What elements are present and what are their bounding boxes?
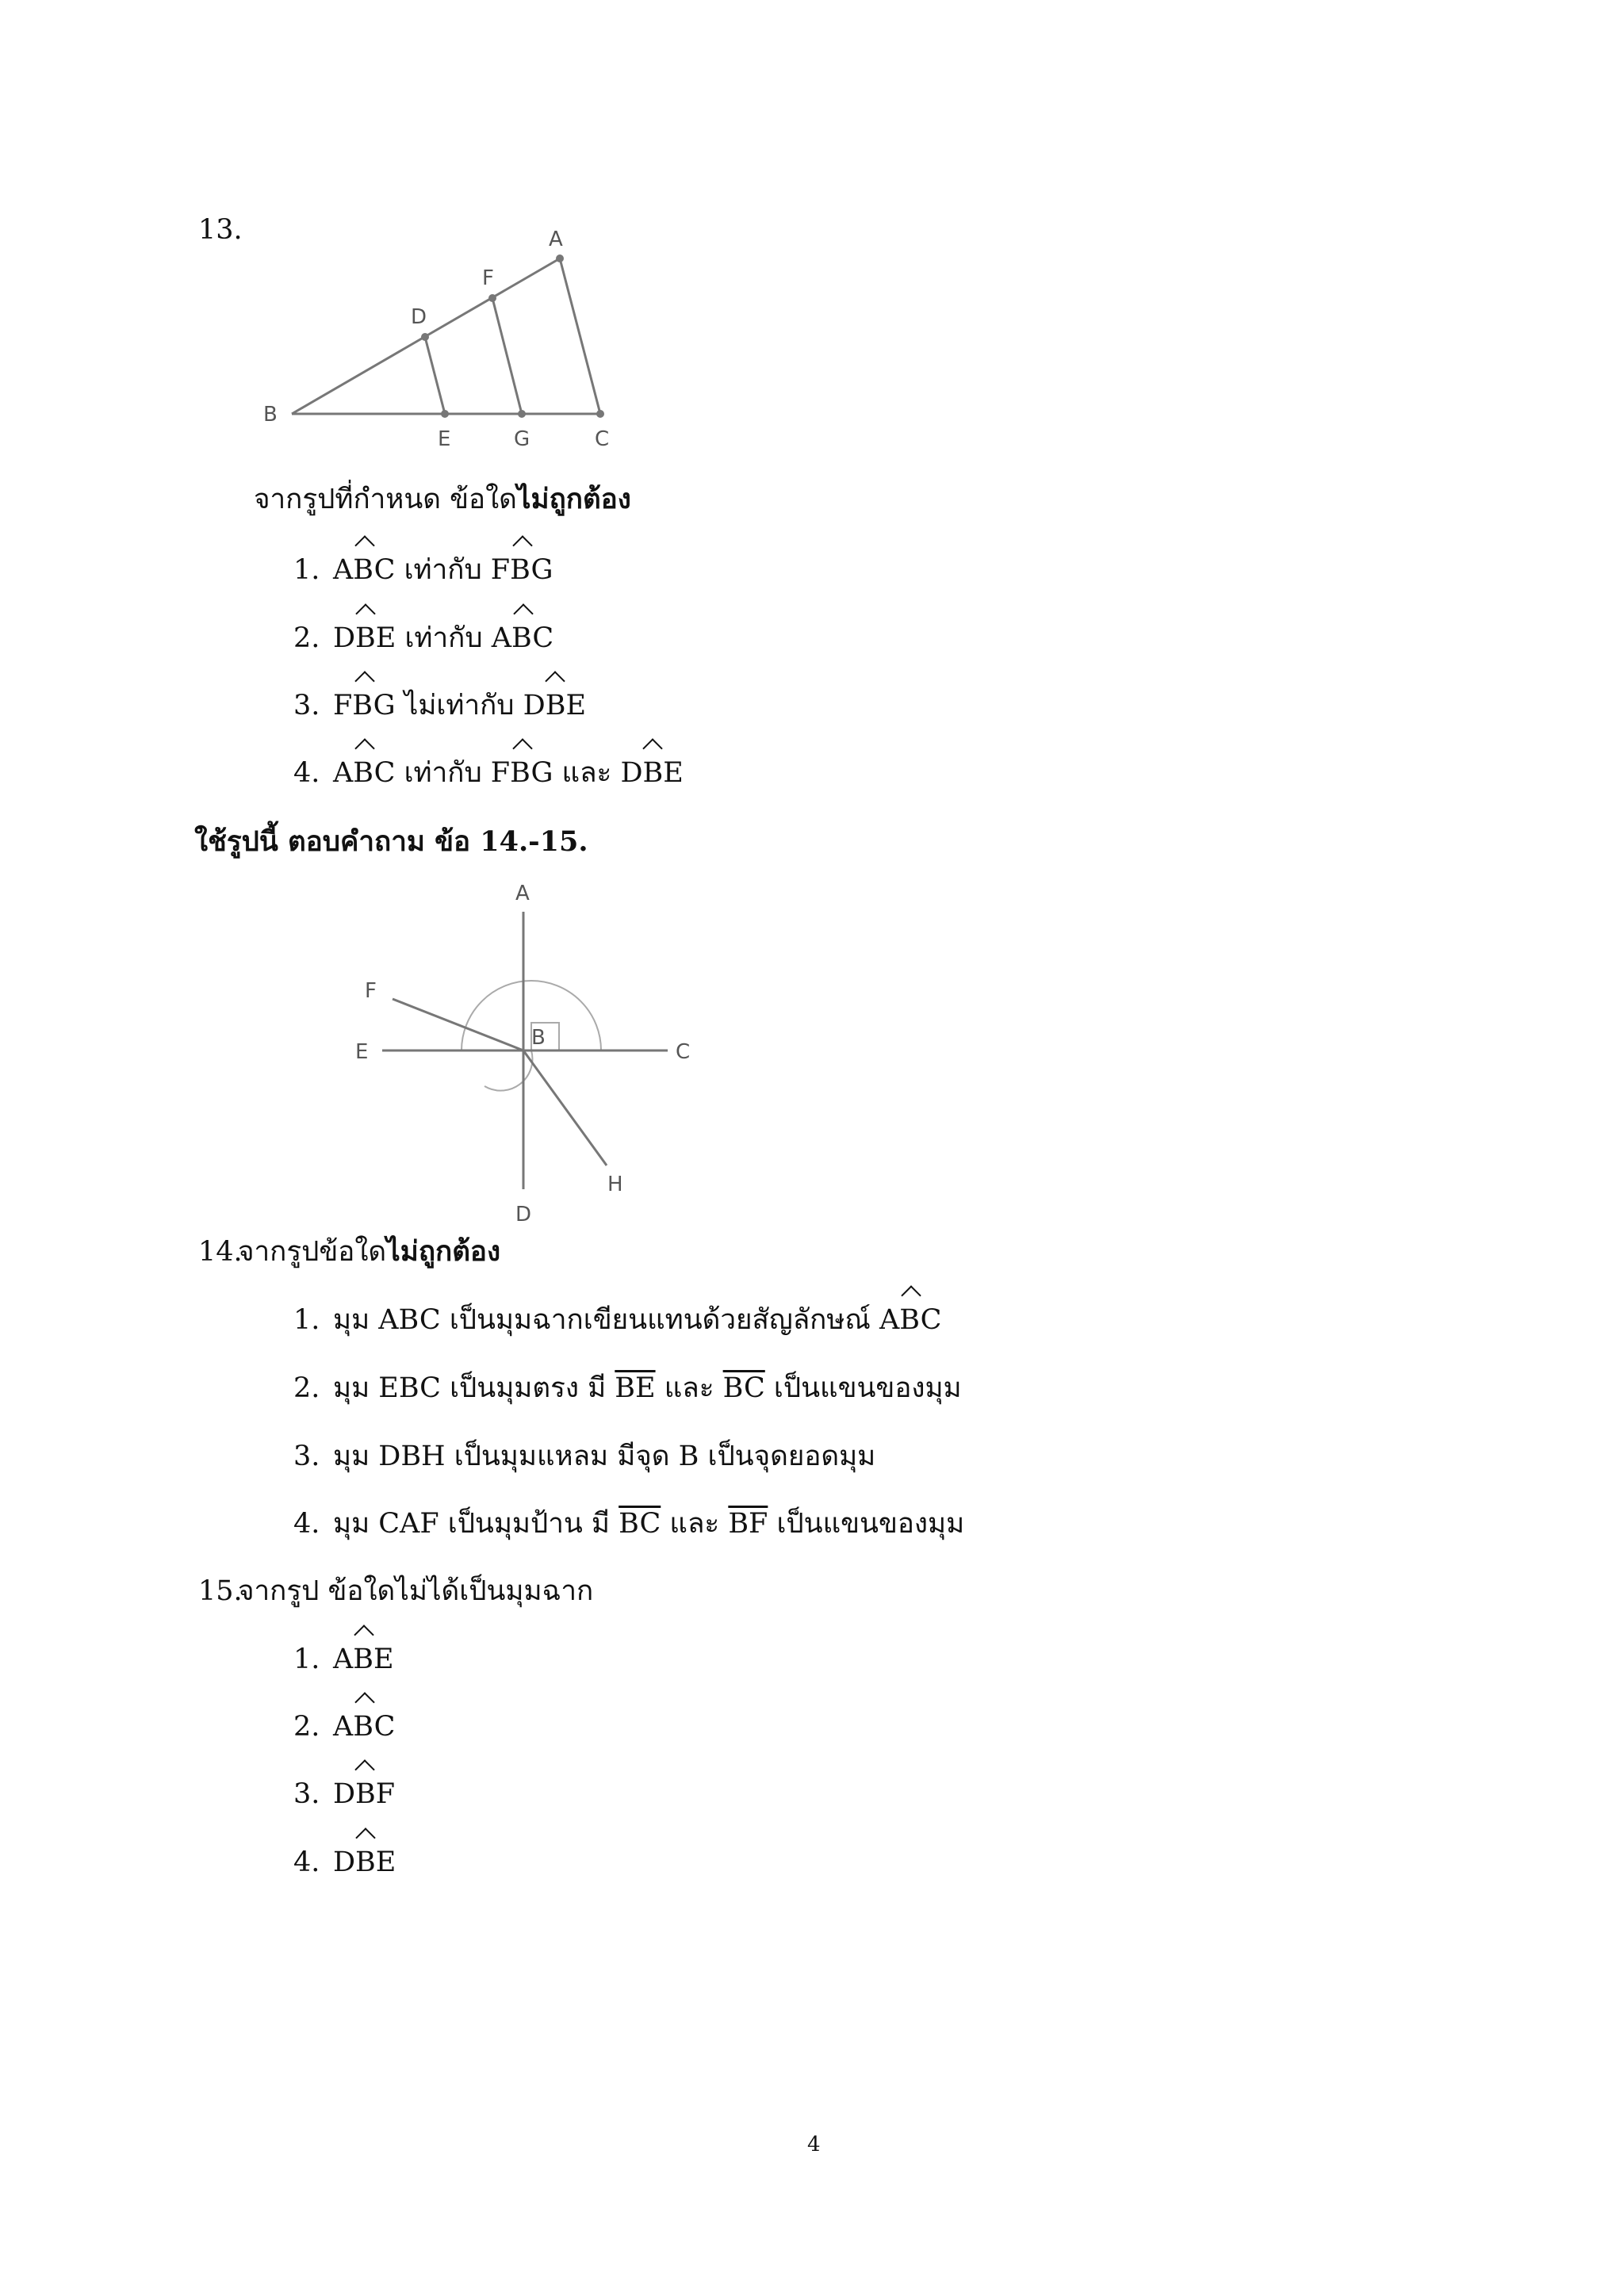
angle-symbol: ABE <box>333 1644 394 1675</box>
angle-symbol: FBG <box>490 757 553 789</box>
angle-symbol: ABC <box>333 554 396 586</box>
q15-choice-3[interactable]: 3. DBF <box>293 1778 396 1810</box>
ray-symbol: $\overline{BE}$ <box>615 1372 656 1404</box>
fig1-label-A: A <box>549 228 563 251</box>
fig2-label-B: B <box>531 1026 546 1050</box>
angle-symbol: ABC <box>333 1711 396 1743</box>
fig2-label-A: A <box>515 882 530 905</box>
section-heading: ใช้รูปนี้ ตอบคำถาม ข้อ 14.-15. <box>194 825 588 858</box>
fig1-label-D: D <box>411 305 427 329</box>
fig1-label-C: C <box>595 427 610 451</box>
q13-choice-2[interactable]: 2. DBE เท่ากับ ABC <box>293 622 554 654</box>
q14-choice-3[interactable]: 3. มุม DBH เป็นมุมแหลม มีจุด B เป็นจุดยอดมุม <box>293 1441 876 1472</box>
angle-symbol: ABC <box>333 757 396 789</box>
q13-choice-4[interactable]: 4. ABC เท่ากับ FBG และ DBE <box>293 757 684 789</box>
angle-symbol: ABC <box>491 622 554 654</box>
fig1-label-G: G <box>514 427 530 451</box>
fig2-label-H: H <box>607 1173 623 1196</box>
q13-choice-3[interactable]: 3. FBG ไม่เท่ากับ DBE <box>293 690 586 721</box>
fig2-label-D: D <box>515 1203 532 1226</box>
q14-choice-4[interactable]: 4. มุม CAF เป็นมุมป้าน มี $\overline{BC}$ และ $\overline{BF}$ เป็นแขนของมุม <box>293 1508 965 1540</box>
q13-figure <box>254 218 666 472</box>
fig2-label-C: C <box>676 1040 691 1064</box>
q14-prompt: 14.จากรูปข้อใดไม่ถูกต้อง <box>198 1235 501 1268</box>
angle-symbol: DBE <box>620 757 684 789</box>
q15-choice-1[interactable]: 1. ABE <box>293 1644 394 1675</box>
angle-symbol: DBE <box>333 1846 396 1878</box>
q14-15-figure <box>341 880 706 1229</box>
ray-symbol: $\overline{BF}$ <box>728 1508 768 1540</box>
angle-symbol: DBF <box>333 1778 396 1810</box>
q14-choice-2[interactable]: 2. มุม EBC เป็นมุมตรง มี $\overline{BE}$ และ $\overline{BC}$ เป็นแขนของมุม <box>293 1372 962 1404</box>
q15-choice-2[interactable]: 2. ABC <box>293 1711 396 1743</box>
q13-prompt: จากรูปที่กำหนด ข้อใดไม่ถูกต้อง <box>254 483 631 515</box>
q15-choice-4[interactable]: 4. DBE <box>293 1846 396 1878</box>
angle-symbol: DBE <box>523 690 586 721</box>
angle-symbol: ABC <box>879 1304 942 1336</box>
q15-prompt: 15.จากรูป ข้อใดไม่ได้เป็นมุมฉาก <box>198 1575 594 1607</box>
ray-symbol: $\overline{BC}$ <box>619 1508 661 1540</box>
fig1-label-B: B <box>263 403 278 427</box>
angle-symbol: DBE <box>333 622 396 654</box>
q14-choice-1[interactable]: 1. มุม ABC เป็นมุมฉากเขียนแทนด้วยสัญลักษณ์ ABC <box>293 1304 942 1336</box>
fig2-label-F: F <box>365 979 377 1003</box>
fig1-label-F: F <box>482 266 494 290</box>
fig1-label-E: E <box>438 427 451 451</box>
q13-number: 13. <box>198 214 243 246</box>
fig2-label-E: E <box>355 1040 369 1064</box>
angle-symbol: FBG <box>490 554 553 586</box>
q13-choice-1[interactable]: 1. ABC เท่ากับ FBG <box>293 554 553 586</box>
page-number: 4 <box>807 2133 821 2156</box>
ray-symbol: $\overline{BC}$ <box>722 1372 765 1404</box>
angle-symbol: FBG <box>333 690 396 721</box>
